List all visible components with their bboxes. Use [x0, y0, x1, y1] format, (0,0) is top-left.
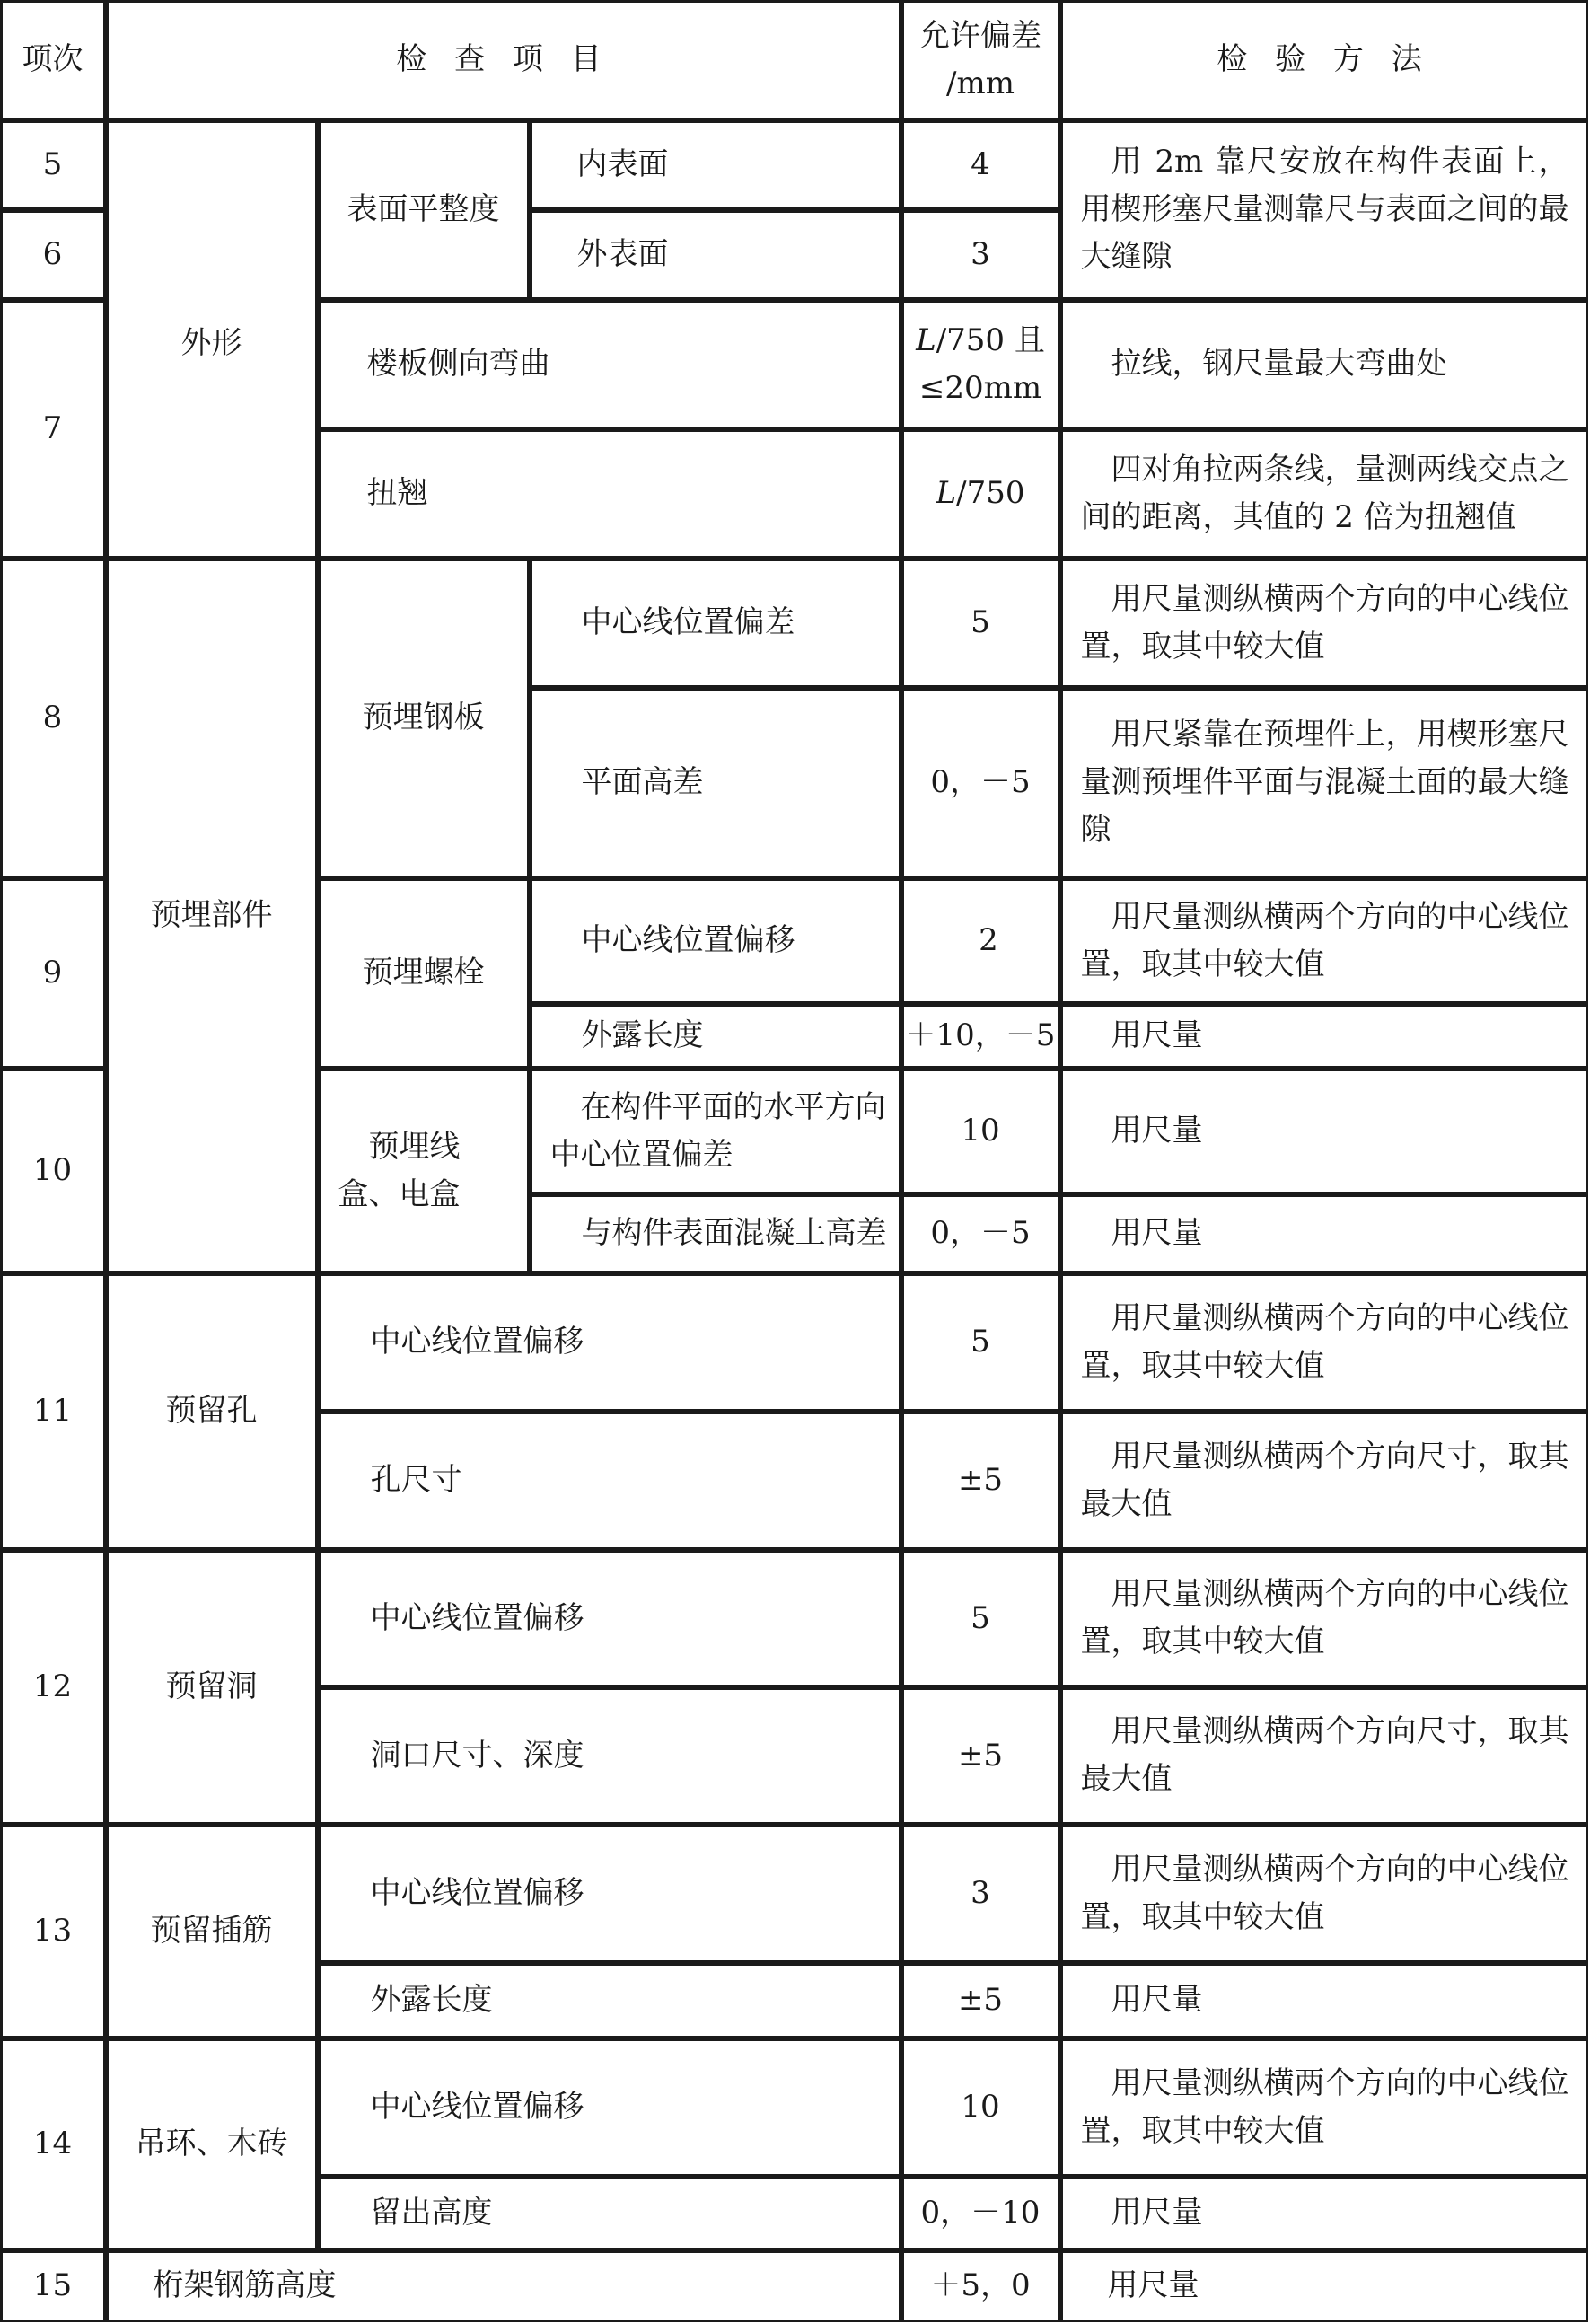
method-text: 用尺量测纵横两个方向的中心线位置，取其中较大值: [1060, 1273, 1588, 1412]
sub-label: 预埋线盒、电盒: [318, 1069, 530, 1273]
tolerance-value: 5: [901, 1550, 1060, 1687]
item-label: 外表面: [530, 210, 901, 300]
method-text: 拉线，钢尺量最大弯曲处: [1060, 300, 1588, 429]
item-label: 中心线位置偏差: [530, 559, 901, 688]
method-text: 四对角拉两条线，量测两线交点之间的距离，其值的 2 倍为扭翘值: [1060, 429, 1588, 559]
row-no: 11: [0, 1273, 106, 1550]
row-no: 9: [0, 878, 106, 1069]
method-text: 用尺量测纵横两个方向尺寸，取其最大值: [1060, 1687, 1588, 1825]
method-text: 用尺量测纵横两个方向的中心线位置，取其中较大值: [1060, 559, 1588, 688]
tolerance-value: 3: [901, 1825, 1060, 1963]
method-text: 用尺量: [1060, 1194, 1588, 1273]
item-label: 楼板侧向弯曲: [318, 300, 901, 429]
method-text: 用尺量测纵横两个方向的中心线位置，取其中较大值: [1060, 878, 1588, 1004]
tolerance-value: ＋5，0: [901, 2250, 1060, 2322]
row-no: 8: [0, 559, 106, 878]
item-label: 中心线位置偏移: [318, 1273, 901, 1412]
item-label: 在构件平面的水平方向中心位置偏差: [530, 1069, 901, 1194]
row-no: 6: [0, 210, 106, 300]
tolerance-value: 5: [901, 559, 1060, 688]
group-label: 预留孔: [106, 1273, 318, 1550]
item-label: 桁架钢筋高度: [106, 2250, 901, 2322]
group-label: 预留洞: [106, 1550, 318, 1825]
item-label: 中心线位置偏移: [530, 878, 901, 1004]
method-text: 用尺量: [1060, 2250, 1588, 2322]
group-label: 外形: [106, 120, 318, 559]
sub-label: 预埋钢板: [318, 559, 530, 878]
sub-label: 表面平整度: [318, 120, 530, 300]
row-no: 10: [0, 1069, 106, 1273]
method-text: 用尺量测纵横两个方向的中心线位置，取其中较大值: [1060, 2038, 1588, 2177]
tolerance-value: 0，－5: [901, 688, 1060, 878]
tolerance-value: 4: [901, 120, 1060, 210]
tolerance-value: 0，－5: [901, 1194, 1060, 1273]
tolerance-value: 0，－10: [901, 2177, 1060, 2250]
tolerance-value: ±5: [901, 1412, 1060, 1550]
tolerance-value: ＋10，－5: [901, 1004, 1060, 1069]
tolerance-value: L/750: [901, 429, 1060, 559]
header-item: 检 查 项 目: [106, 0, 901, 120]
item-label: 洞口尺寸、深度: [318, 1687, 901, 1825]
tolerance-value: 2: [901, 878, 1060, 1004]
row-no: 12: [0, 1550, 106, 1825]
method-text: 用尺量: [1060, 1069, 1588, 1194]
header-no: 项次: [0, 0, 106, 120]
method-text: 用尺量测纵横两个方向的中心线位置，取其中较大值: [1060, 1825, 1588, 1963]
row-no: 13: [0, 1825, 106, 2038]
tolerance-value: 10: [901, 2038, 1060, 2177]
group-label: 预埋部件: [106, 559, 318, 1273]
item-label: 孔尺寸: [318, 1412, 901, 1550]
row-no: 7: [0, 300, 106, 559]
tolerance-value: ±5: [901, 1687, 1060, 1825]
group-label: 吊环、木砖: [106, 2038, 318, 2250]
method-text: 用尺量测纵横两个方向的中心线位置，取其中较大值: [1060, 1550, 1588, 1687]
row-no: 15: [0, 2250, 106, 2322]
item-label: 留出高度: [318, 2177, 901, 2250]
method-text: 用尺量: [1060, 1963, 1588, 2038]
item-label: 平面高差: [530, 688, 901, 878]
item-label: 外露长度: [530, 1004, 901, 1069]
item-label: 外露长度: [318, 1963, 901, 2038]
method-text: 用尺量: [1060, 1004, 1588, 1069]
method-text: 用尺量: [1060, 2177, 1588, 2250]
header-method: 检 验 方 法: [1060, 0, 1588, 120]
item-label: 与构件表面混凝土高差: [530, 1194, 901, 1273]
tolerance-value: L/750 且 ≤20mm: [901, 300, 1060, 429]
row-no: 14: [0, 2038, 106, 2250]
method-text: 用 2m 靠尺安放在构件表面上，用楔形塞尺量测靠尺与表面之间的最大缝隙: [1060, 120, 1588, 300]
row-no: 5: [0, 120, 106, 210]
header-tolerance: 允许偏差 /mm: [901, 0, 1060, 120]
group-label: 预留插筋: [106, 1825, 318, 2038]
tolerance-value: ±5: [901, 1963, 1060, 2038]
method-text: 用尺紧靠在预埋件上，用楔形塞尺量测预埋件平面与混凝土面的最大缝隙: [1060, 688, 1588, 878]
tolerance-value: 10: [901, 1069, 1060, 1194]
item-label: 中心线位置偏移: [318, 1825, 901, 1963]
item-label: 扭翘: [318, 429, 901, 559]
item-label: 中心线位置偏移: [318, 1550, 901, 1687]
item-label: 内表面: [530, 120, 901, 210]
sub-label: 预埋螺栓: [318, 878, 530, 1069]
item-label: 中心线位置偏移: [318, 2038, 901, 2177]
inspection-table: [1, 1, 1589, 2323]
tolerance-value: 5: [901, 1273, 1060, 1412]
tolerance-value: 3: [901, 210, 1060, 300]
method-text: 用尺量测纵横两个方向尺寸，取其最大值: [1060, 1412, 1588, 1550]
